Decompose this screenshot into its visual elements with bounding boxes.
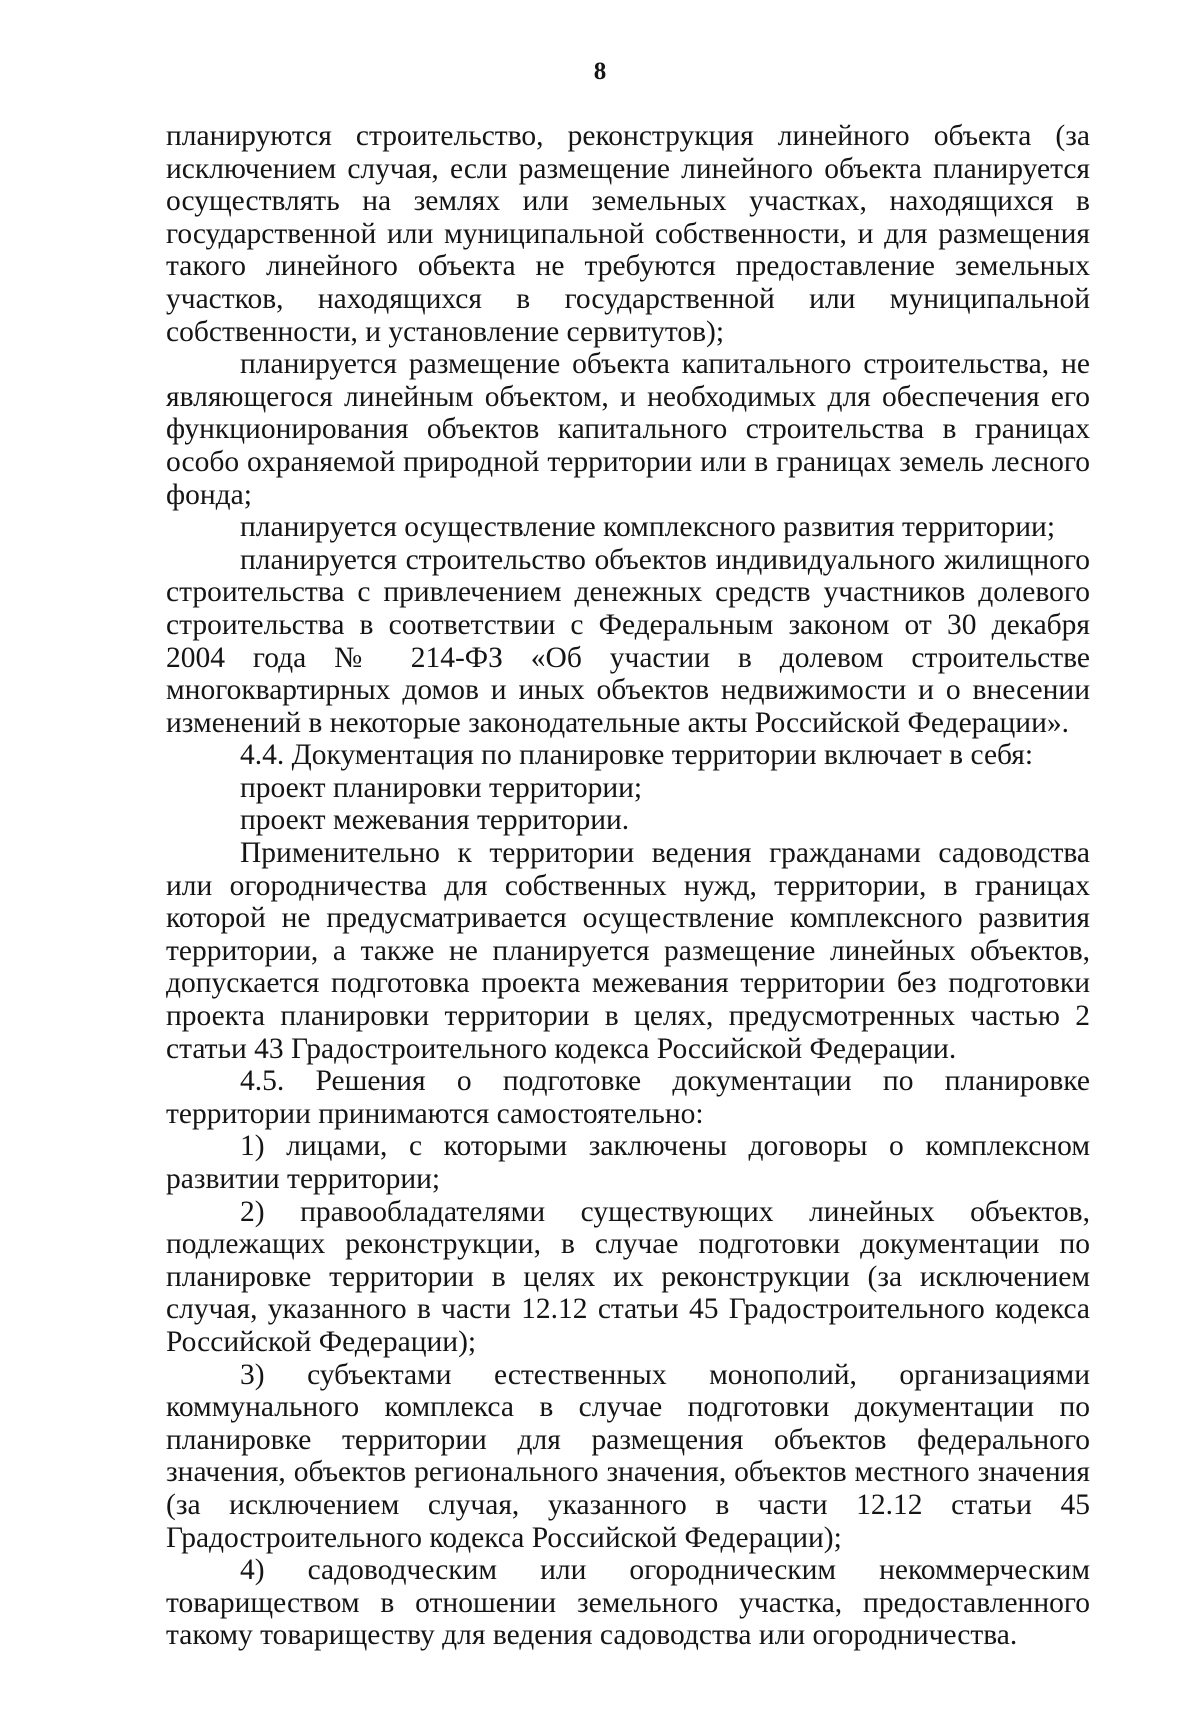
paragraph-individual-housing: планируется строительство объектов индивидуального жилищного строительства с привлечением денежных средств участников долевого строительства в соответствии с Федеральным законом от 30 декабря 2004 года № 214-ФЗ «Об участии в долевом строительстве многоквартирных домов и иных объектов недвижимости и о внесении изменений в некоторые законодательные акты Российской Федерации».: [166, 543, 1090, 739]
paragraph-linear-object-reconstruction: планируются строительство, реконструкция линейного объекта (за исключением случая, если размещение линейного объекта планируется осуществлять на землях или земельных участках, находящихся в государственной или муниципальной собственности, и для размещения такого линейного объекта не требуются предоставление земельных участков, находящихся в государственной или муниципальной собственности, и установление сервитутов);: [166, 120, 1090, 348]
document-body: [166, 120, 1090, 1652]
paragraph-section-4-4: 4.4. Документация по планировке территории включает в себя:: [240, 739, 1034, 772]
paragraph-section-4-5: 4.5. Решения о подготовке документации по планировке территории принимаются самостоятельно:: [166, 1065, 1090, 1130]
paragraph-planning-project: проект планировки территории;: [240, 771, 643, 804]
list-item-4: 4) садоводческим или огородническим некоммерческим товариществом в отношении земельного участка, предоставленного такому товариществу для ведения садоводства или огородничества.: [166, 1554, 1090, 1652]
paragraph-complex-development: планируется осуществление комплексного развития территории;: [240, 511, 1056, 544]
list-item-2: 2) правообладателями существующих линейных объектов, подлежащих реконструкции, в случае подготовки документации по планировке территории в целях их реконструкции (за исключением случая, указанного в части 12.12 статьи 45 Градостроительного кодекса Российской Федерации);: [166, 1195, 1090, 1358]
paragraph-capital-construction: планируется размещение объекта капитального строительства, не являющегося линейным объектом, и необходимых для обеспечения его функционирования объектов капитального строительства в границах особо охраняемой природной территории или в границах земель лесного фонда;: [166, 348, 1090, 511]
list-item-1: 1) лицами, с которыми заключены договоры о комплексном развитии территории;: [166, 1130, 1090, 1195]
paragraph-surveying-project: проект межевания территории.: [240, 804, 630, 837]
page-number: 8: [593, 58, 607, 85]
paragraph-gardening-territory: Применительно к территории ведения гражданами садоводства или огородничества для собственных нужд, территории, в границах которой не предусматривается осуществление комплексного развития территории, а также не планируется размещение линейных объектов, допускается подготовка проекта межевания территории без подготовки проекта планировки территории в целях, предусмотренных частью 2 статьи 43 Градостроительного кодекса Российской Федерации.: [166, 837, 1090, 1065]
list-item-3: 3) субъектами естественных монополий, организациями коммунального комплекса в случае подготовки документации по планировке территории для размещения объектов федерального значения, объектов регионального значения, объектов местного значения (за исключением случая, указанного в части 12.12 статьи 45 Градостроительного кодекса Российской Федерации);: [166, 1358, 1090, 1554]
